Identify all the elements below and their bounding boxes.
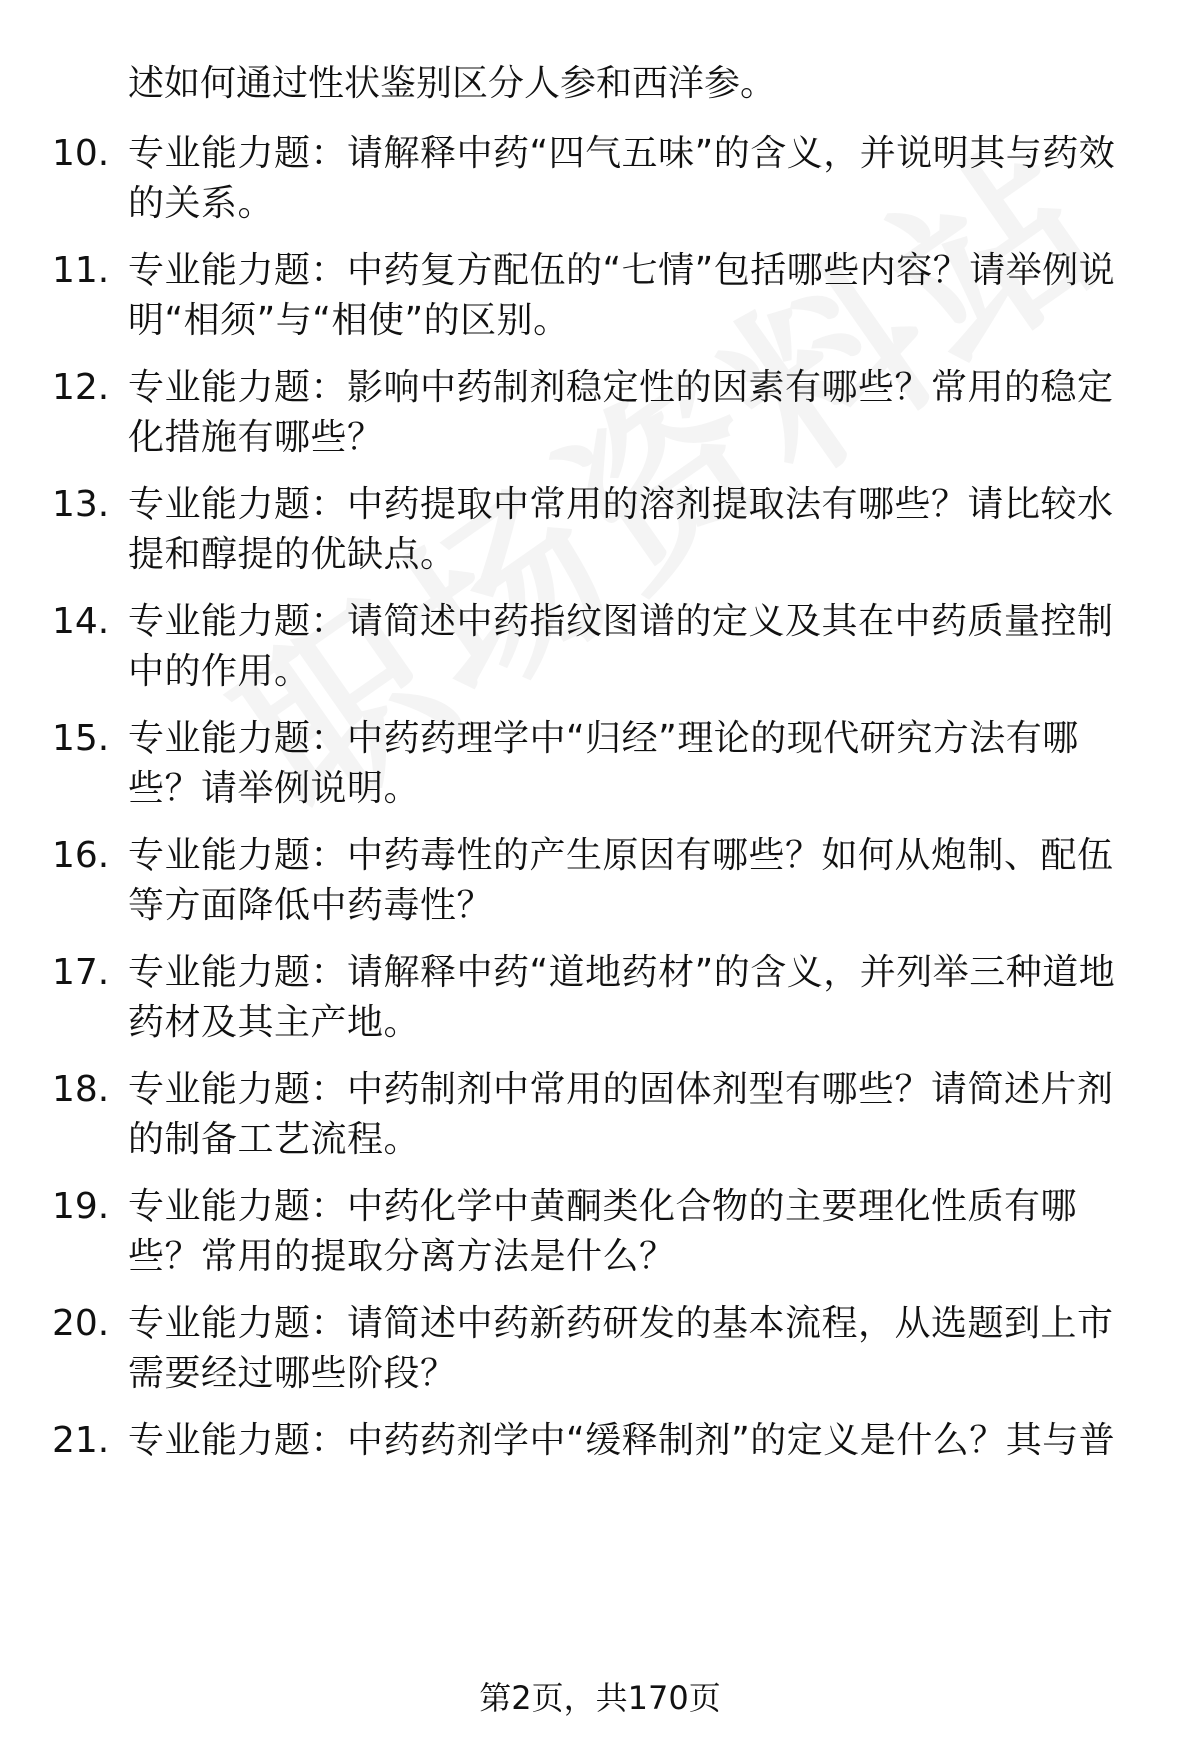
question-text: 专业能力题：请简述中药指纹图谱的定义及其在中药质量控制中的作用。 [128, 601, 1114, 692]
page-footer: 第2页，共170页 [479, 1679, 721, 1717]
question-text: 专业能力题：中药化学中黄酮类化合物的主要理化性质有哪些？常用的提取分离方法是什么？ [128, 1186, 1078, 1277]
question-text: 专业能力题：请解释中药“道地药材”的含义，并列举三种道地药材及其主产地。 [128, 952, 1116, 1043]
question-number: 19. [52, 1186, 110, 1227]
question-number: 15. [52, 718, 110, 759]
question-text: 专业能力题：影响中药制剂稳定性的因素有哪些？常用的稳定化措施有哪些？ [128, 367, 1114, 458]
question-number: 17. [52, 952, 110, 993]
question-text: 专业能力题：请简述中药新药研发的基本流程，从选题到上市需要经过哪些阶段？ [128, 1303, 1114, 1394]
continuation-text: 述如何通过性状鉴别区分人参和西洋参。 [128, 63, 777, 104]
question-text: 专业能力题：中药毒性的产生原因有哪些？如何从炮制、配伍等方面降低中药毒性？ [128, 835, 1114, 926]
question-text: 专业能力题：中药制剂中常用的固体剂型有哪些？请简述片剂的制备工艺流程。 [128, 1069, 1114, 1160]
question-text: 专业能力题：中药药剂学中“缓释制剂”的定义是什么？其与普 [128, 1420, 1116, 1461]
question-number: 18. [52, 1069, 110, 1110]
question-number: 14. [52, 601, 110, 642]
question-number: 21. [52, 1420, 110, 1461]
question-text: 专业能力题：请解释中药“四气五味”的含义，并说明其与药效的关系。 [128, 133, 1116, 224]
question-number: 11. [52, 250, 110, 291]
question-number: 12. [52, 367, 110, 408]
question-number: 10. [52, 133, 110, 174]
question-number: 13. [52, 484, 110, 525]
question-text: 专业能力题：中药提取中常用的溶剂提取法有哪些？请比较水提和醇提的优缺点。 [128, 484, 1114, 575]
question-number: 20. [52, 1303, 110, 1344]
question-text: 专业能力题：中药药理学中“归经”理论的现代研究方法有哪些？请举例说明。 [128, 718, 1079, 809]
question-text: 专业能力题：中药复方配伍的“七情”包括哪些内容？请举例说明“相须”与“相使”的区别。 [128, 250, 1116, 341]
question-number: 16. [52, 835, 110, 876]
